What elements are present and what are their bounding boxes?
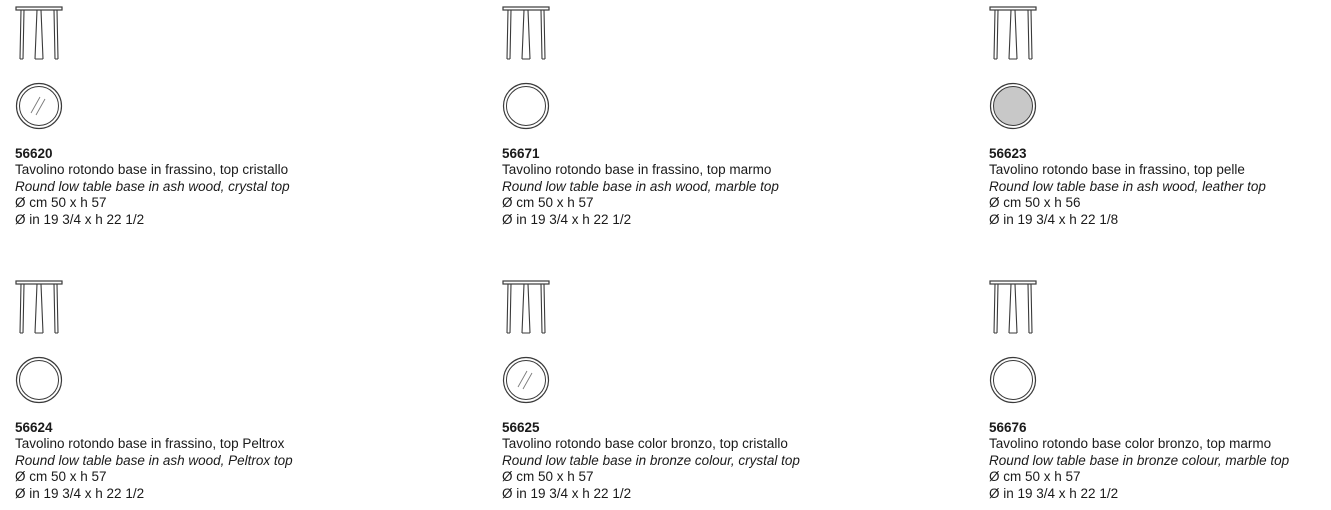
table-elevation-icon	[989, 280, 1037, 342]
description-italian: Tavolino rotondo base in frassino, top pelle	[989, 162, 1245, 177]
crystal-top-icon	[15, 82, 63, 130]
description-english: Round low table base in bronze colour, crystal top	[502, 452, 800, 468]
dimensions-in: Ø in 19 3/4 x h 22 1/2	[502, 211, 632, 227]
description-english: Round low table base in bronze colour, marble top	[989, 452, 1290, 468]
product-description	[989, 436, 1289, 502]
product-code: 56624	[15, 420, 53, 435]
description-italian: Tavolino rotondo base in frassino, top cristallo	[15, 162, 289, 177]
description-italian: Tavolino rotondo base in frassino, top marmo	[502, 162, 772, 177]
table-elevation-icon	[502, 6, 550, 68]
peltrox-top-icon	[15, 356, 63, 404]
dimensions-in: Ø in 19 3/4 x h 22 1/2	[15, 485, 145, 501]
leather-top-icon	[989, 82, 1037, 130]
table-elevation-icon	[502, 280, 550, 342]
dimensions-cm: Ø cm 50 x h 56	[989, 195, 1081, 210]
dimensions-in: Ø in 19 3/4 x h 22 1/2	[989, 485, 1119, 501]
description-english: Round low table base in ash wood, leather top	[989, 178, 1266, 194]
product-card-56624	[15, 280, 355, 510]
dimensions-cm: Ø cm 50 x h 57	[989, 469, 1081, 484]
product-card-56625	[502, 280, 842, 510]
description-italian: Tavolino rotondo base color bronzo, top cristallo	[502, 436, 788, 451]
product-code: 56671	[502, 146, 540, 161]
table-elevation-icon	[989, 6, 1037, 68]
dimensions-cm: Ø cm 50 x h 57	[15, 469, 107, 484]
product-description	[989, 162, 1266, 228]
dimensions-in: Ø in 19 3/4 x h 22 1/2	[502, 485, 632, 501]
dimensions-in: Ø in 19 3/4 x h 22 1/8	[989, 211, 1119, 227]
product-code: 56625	[502, 420, 540, 435]
marble-top-icon	[502, 82, 550, 130]
description-italian: Tavolino rotondo base in frassino, top Peltrox	[15, 436, 285, 451]
product-description	[502, 162, 779, 228]
description-english: Round low table base in ash wood, marble top	[502, 178, 779, 194]
dimensions-in: Ø in 19 3/4 x h 22 1/2	[15, 211, 145, 227]
product-code: 56620	[15, 146, 53, 161]
dimensions-cm: Ø cm 50 x h 57	[502, 195, 594, 210]
product-code: 56676	[989, 420, 1027, 435]
product-description	[15, 162, 290, 228]
product-card-56620	[15, 6, 355, 236]
dimensions-cm: Ø cm 50 x h 57	[502, 469, 594, 484]
description-english: Round low table base in ash wood, crystal top	[15, 178, 290, 194]
table-elevation-icon	[15, 280, 63, 342]
product-code: 56623	[989, 146, 1027, 161]
description-english: Round low table base in ash wood, Peltrox top	[15, 452, 293, 468]
description-italian: Tavolino rotondo base color bronzo, top marmo	[989, 436, 1272, 451]
product-card-56623	[989, 6, 1329, 236]
dimensions-cm: Ø cm 50 x h 57	[15, 195, 107, 210]
product-card-56671	[502, 6, 842, 236]
table-elevation-icon	[15, 6, 63, 68]
crystal-top-icon	[502, 356, 550, 404]
product-description	[502, 436, 800, 502]
marble-top-icon	[989, 356, 1037, 404]
product-description	[15, 436, 293, 502]
product-card-56676	[989, 280, 1329, 510]
